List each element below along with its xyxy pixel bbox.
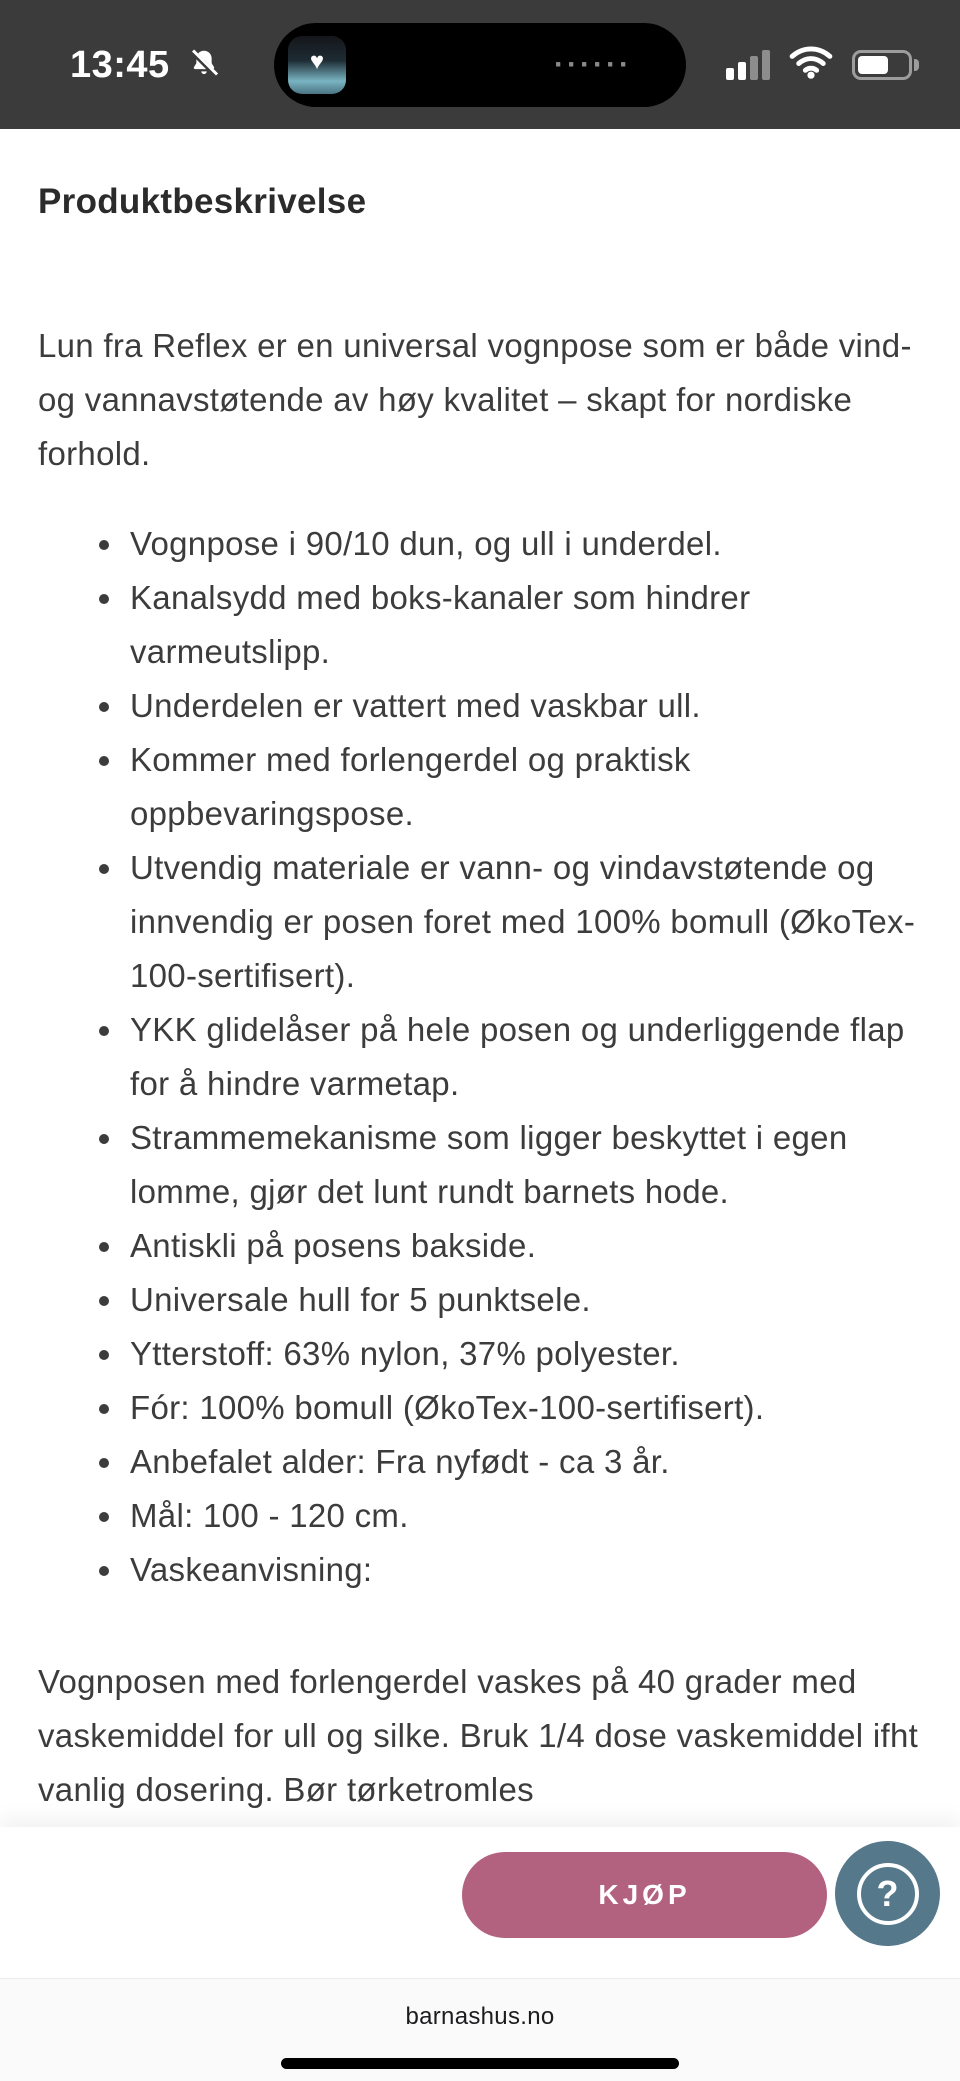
feature-item: • Vaskeanvisning: [126,1543,922,1597]
bell-slash-icon [186,46,222,87]
feature-item: • Ytterstoff: 63% nylon, 37% polyester. [126,1327,922,1381]
wifi-icon [788,45,834,84]
activity-dots-icon: ······ [554,48,632,81]
signal-icon [726,50,770,80]
feature-item: • Fór: 100% bomull (ØkoTex-100-sertifisert). [126,1381,922,1435]
feature-item: • Mål: 100 - 120 cm. [126,1489,922,1543]
feature-item: • Antiskli på posens bakside. [126,1219,922,1273]
feature-item: • YKK glidelåser på hele posen og underliggende flap for å hindre varmetap. [126,1003,922,1111]
washing-paragraph: Vognposen med forlengerdel vaskes på 40 grader med vaskemiddel for ull og silke. Bruk 1/4 dose vaskemiddel ifht vanlig dosering. Bør tørketromles [38,1663,919,1808]
battery-icon [852,48,922,82]
feature-item: • Kommer med forlengerdel og praktisk oppbevaringspose. [126,733,922,841]
intro-paragraph: Lun fra Reflex er en universal vognpose som er både vind- og vannavstøtende av høy kvalitet – skapt for nordiske forhold. [38,327,912,472]
app-thumbnail[interactable] [288,36,346,94]
dynamic-island[interactable] [274,23,686,107]
feature-item: • Kanalsydd med boks-kanaler som hindrer varmeutslipp. [126,571,922,679]
product-description[interactable] [0,129,960,1827]
buy-button[interactable]: KJØP [462,1852,827,1938]
url-text: barnashus.no [405,2003,555,2030]
bottom-action-bar [0,1827,960,1978]
feature-list [38,517,922,1597]
clock: 13:45 [70,44,170,86]
status-bar [0,0,960,129]
feature-item: • Strammemekanisme som ligger beskyttet i egen lomme, gjør det lunt rundt barnets hode. [126,1111,922,1219]
feature-item: • Vognpose i 90/10 dun, og ull i underdel. [126,517,922,571]
heart-icon: ♥ [309,48,325,75]
home-indicator[interactable] [281,2058,679,2069]
section-title: Produktbeskrivelse [38,182,367,221]
question-mark-icon: ? [857,1863,919,1925]
status-icons [726,0,922,129]
help-button[interactable] [835,1841,940,1946]
feature-item: • Underdelen er vattert med vaskbar ull. [126,679,922,733]
feature-item: • Universale hull for 5 punktsele. [126,1273,922,1327]
feature-item: • Anbefalet alder: Fra nyfødt - ca 3 år. [126,1435,922,1489]
feature-item: • Utvendig materiale er vann- og vindavstøtende og innvendig er posen foret med 100% bomull (ØkoTex-100-sertifisert). [126,841,922,1003]
